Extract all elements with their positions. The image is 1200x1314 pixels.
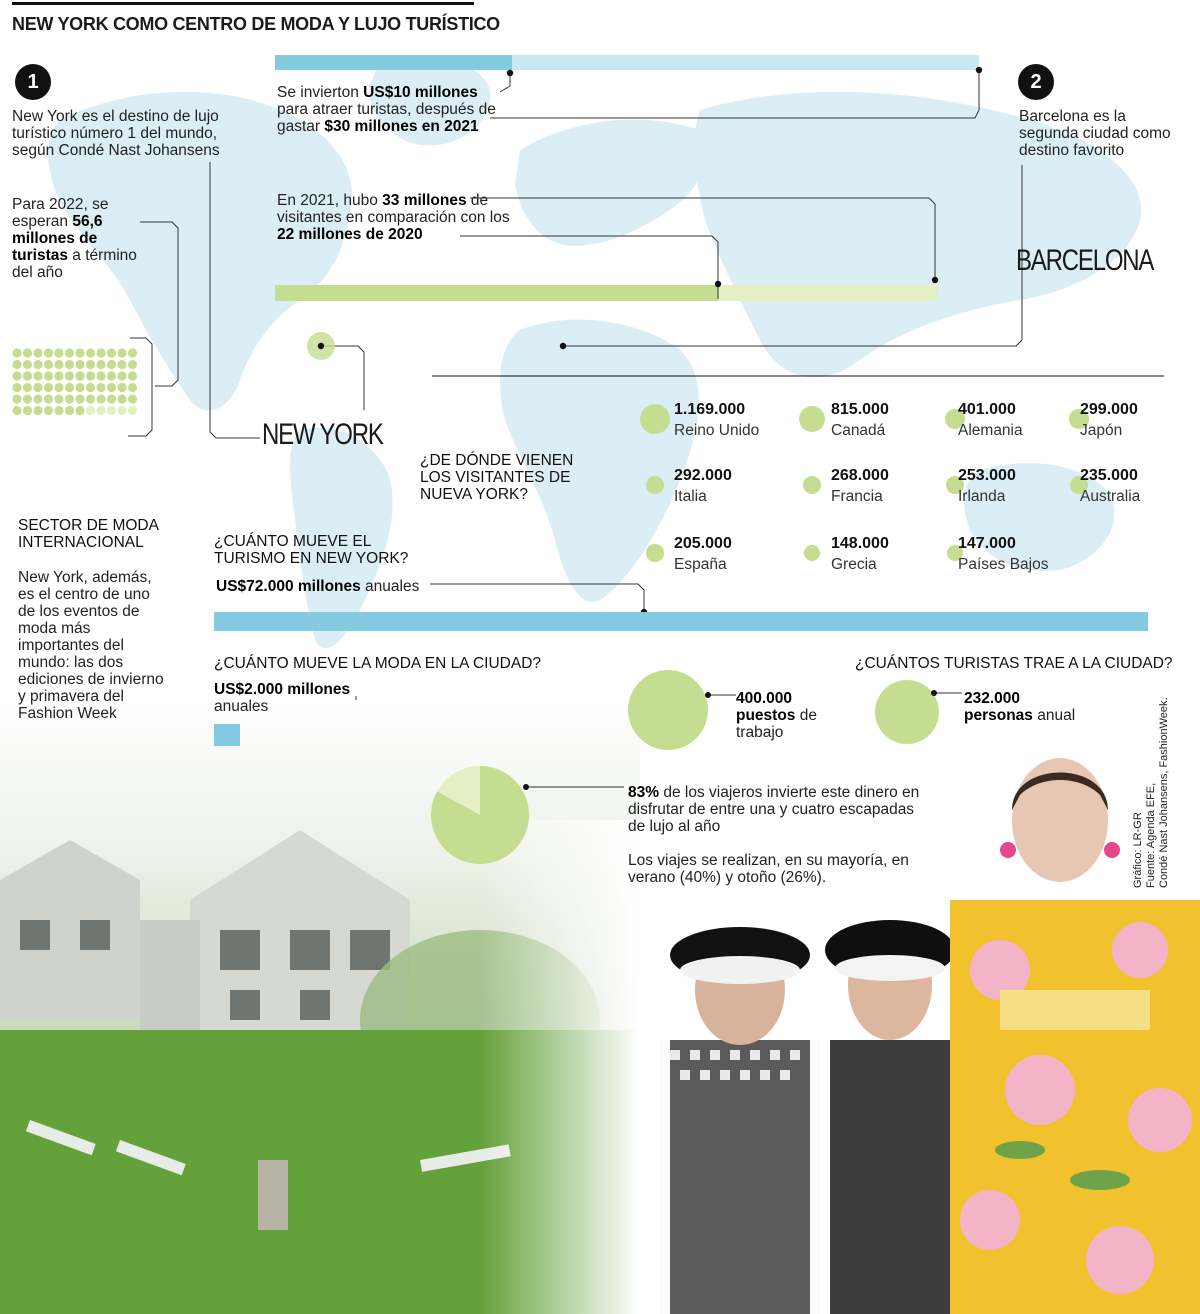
visitors-2021: 33 millones (382, 192, 467, 209)
tourism-value-title: ¿CUÁNTO MUEVE EL TURISMO EN NEW YORK? (214, 533, 409, 567)
tourism-value-bar (214, 612, 1148, 631)
origin-country: Alemania (958, 422, 1023, 439)
forecast-post: a término del año (12, 247, 137, 281)
investment-pre: Se invierton (277, 84, 364, 101)
origin-value: 205.000 (674, 535, 732, 552)
barcelona-label: BARCELONA (1016, 244, 1154, 277)
origin-country: Países Bajos (958, 556, 1049, 573)
tourists-personas: personas (964, 707, 1033, 724)
tourists-question: ¿CUÁNTOS TURISTAS TRAE A LA CIUDAD? (855, 655, 1173, 672)
new-york-label: NEW YORK (262, 418, 383, 451)
origin-country: Irlanda (958, 488, 1006, 505)
visitors-2020: 22 millones de 2020 (277, 226, 423, 243)
fashion-sector-title: SECTOR DE MODA INTERNACIONAL (18, 517, 159, 551)
tourists-anual: anual (1032, 707, 1076, 724)
forecast-amount: 56,6 millones de turistas (12, 213, 103, 264)
pie-text (628, 784, 928, 835)
origin-value: 299.000 (1080, 401, 1138, 418)
page-title: NEW YORK COMO CENTRO DE MODA Y LUJO TURÍSTICO (12, 14, 500, 34)
investment-amount: US$10 millones (363, 84, 478, 101)
tourism-value-post: anuales (360, 578, 420, 595)
forecast-pre: Para 2022, se esperan (12, 196, 109, 230)
origin-value: 268.000 (831, 467, 889, 484)
origin-value: 815.000 (831, 401, 889, 418)
investment-previous: $30 millones en 2021 (324, 118, 479, 135)
fashion-sector-text: New York, además, es el centro de uno de los eventos de moda más importantes del mundo: las dos ediciones de invierno y primavera del Fashion Week (18, 569, 164, 722)
visitors-pre: En 2021, hubo (277, 192, 383, 209)
luxury-trip-pie (430, 765, 530, 865)
pie-percent: 83% (628, 784, 660, 801)
origin-value: 235.000 (1080, 467, 1138, 484)
origin-country: Italia (674, 488, 707, 505)
fashion-value-amount: US$2.000 millones (214, 681, 351, 698)
fashion-value-title: ¿CUÁNTO MUEVE LA MODA EN LA CIUDAD? (214, 655, 542, 672)
pie-connector (520, 782, 630, 792)
seasons-text: Los viajes se realizan, en su mayoría, en verano (40%) y otoño (26%). (628, 852, 909, 886)
origin-country: Reino Unido (674, 422, 760, 439)
credits-line-1: Gráfico: LR-GR (1132, 812, 1144, 888)
origin-dot (804, 545, 820, 561)
origin-country: Grecia (831, 556, 877, 573)
point-2-marker: 2 (1018, 64, 1054, 100)
point-2-text: Barcelona es la segunda ciudad como destino favorito (1019, 108, 1171, 159)
jobs-circle (628, 670, 708, 750)
credits-line-2: Fuente: Agenda EFE, (1145, 782, 1157, 888)
jobs-number: 400.000 (736, 690, 793, 707)
tourism-value-amount: US$72.000 millones (216, 578, 361, 595)
origin-value: 148.000 (831, 535, 889, 552)
tourists-connector (926, 688, 966, 698)
origin-dot (640, 404, 670, 434)
origin-country: Japón (1080, 422, 1123, 439)
origin-country: España (674, 556, 727, 573)
origin-value: 253.000 (958, 467, 1016, 484)
jobs-text (736, 690, 846, 741)
origin-value: 401.000 (958, 401, 1016, 418)
house-illustration (0, 820, 640, 1314)
point-1-marker: 1 (15, 64, 51, 100)
credits-line-3: Condé Nast Johansens, FashionWeek. (1158, 697, 1170, 888)
jobs-connector (700, 690, 740, 700)
tourists-number: 232.000 (964, 690, 1021, 707)
origin-country: Canadá (831, 422, 886, 439)
tourists-text (964, 690, 1104, 724)
origin-country: Francia (831, 488, 883, 505)
investment-mid: para atraer turistas, después de gastar (277, 101, 496, 135)
origin-value: 147.000 (958, 535, 1016, 552)
origins-title: ¿DE DÓNDE VIENEN LOS VISITANTES DE NUEVA YORK? (420, 452, 574, 503)
origin-country: Australia (1080, 488, 1141, 505)
fashion-value-bar (214, 724, 240, 746)
jobs-trabajo: trabajo (736, 724, 784, 741)
jobs-puestos: puestos (736, 707, 796, 724)
tourism-value-text (216, 578, 419, 595)
credits (1132, 688, 1171, 888)
origin-value: 1.169.000 (674, 401, 746, 418)
jobs-de: de (795, 707, 817, 724)
point-1-text: New York es el destino de lujo turístico número 1 del mundo, según Condé Nast Johansens (12, 108, 220, 159)
origin-dot (646, 544, 663, 561)
origin-value: 292.000 (674, 467, 732, 484)
fashion-value-post: anuales (214, 698, 269, 715)
pie-description: de los viajeros invierte este dinero en disfrutar de entre una y cuatro escapadas de lujo al año (628, 784, 920, 835)
visitors-mid: de visitantes en comparación con los (277, 192, 510, 226)
